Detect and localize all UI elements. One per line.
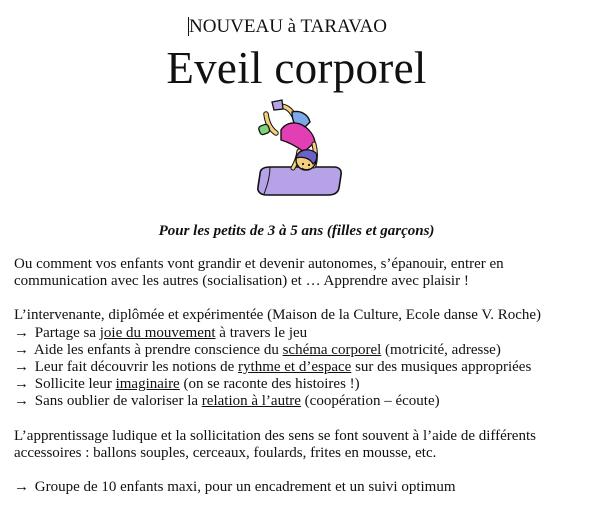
paragraph-gap — [14, 411, 589, 428]
bullet-item: → Partage sa joie du mouvement à travers le jeu — [14, 324, 308, 341]
intro-line: Ou comment vos enfants vont grandir et devenir autonomes, s’épanouir, entrer en — [14, 256, 504, 272]
arrow-icon: → — [14, 359, 29, 376]
arrow-icon: → — [14, 341, 29, 358]
bullet-item: → Leur fait découvrir les notions de rythme et d’espace sur des musiques appropriées — [14, 359, 532, 376]
page-title: Eveil corporel — [166, 43, 427, 93]
paragraph-gap — [14, 290, 589, 307]
arrow-icon: → — [14, 479, 29, 496]
accessories-line: accessoires : ballons souples, cerceaux, foulards, frites en mousse, etc. — [14, 444, 437, 461]
underlined-keyword: joie du mouvement — [99, 324, 216, 341]
kicker-text: NOUVEAU à TARAVAO — [189, 16, 387, 37]
arrow-icon: → — [14, 393, 29, 410]
arrow-icon: → — [14, 376, 29, 393]
intro-line: communication avec les autres (socialisation) et … Apprendre avec plaisir ! — [14, 273, 469, 290]
paragraph-gap — [14, 462, 589, 479]
bullet-item: → Sans oublier de valoriser la relation à l’autre (coopération – écoute) — [14, 393, 440, 410]
arrow-icon: → — [14, 324, 29, 341]
child-cartwheel-icon — [236, 96, 360, 200]
body-text — [14, 256, 589, 496]
bullet-item: → Aide les enfants à prendre conscience du schéma corporel (motricité, adresse) — [14, 341, 501, 358]
underlined-keyword: relation à l’autre — [201, 393, 301, 410]
instructor-line: L’intervenante, diplômée et expérimentée (Maison de la Culture, Ecole danse V. Roche) — [14, 307, 542, 324]
group-line: → Groupe de 10 enfants maxi, pour un encadrement et un suivi optimum — [14, 479, 456, 496]
cartwheel-child-illustration — [236, 96, 360, 200]
underlined-keyword: rythme et d’espace — [238, 359, 352, 376]
accessories-line: L’apprentissage ludique et la sollicitation des sens se font souvent à l’aide de différents — [14, 427, 536, 444]
underlined-keyword: schéma corporel — [282, 341, 382, 358]
subtitle: Pour les petits de 3 à 5 ans (filles et garçons) — [158, 223, 435, 239]
bullet-item: → Sollicite leur imaginaire (on se raconte des histoires !) — [14, 376, 360, 393]
underlined-keyword: imaginaire — [115, 376, 180, 393]
